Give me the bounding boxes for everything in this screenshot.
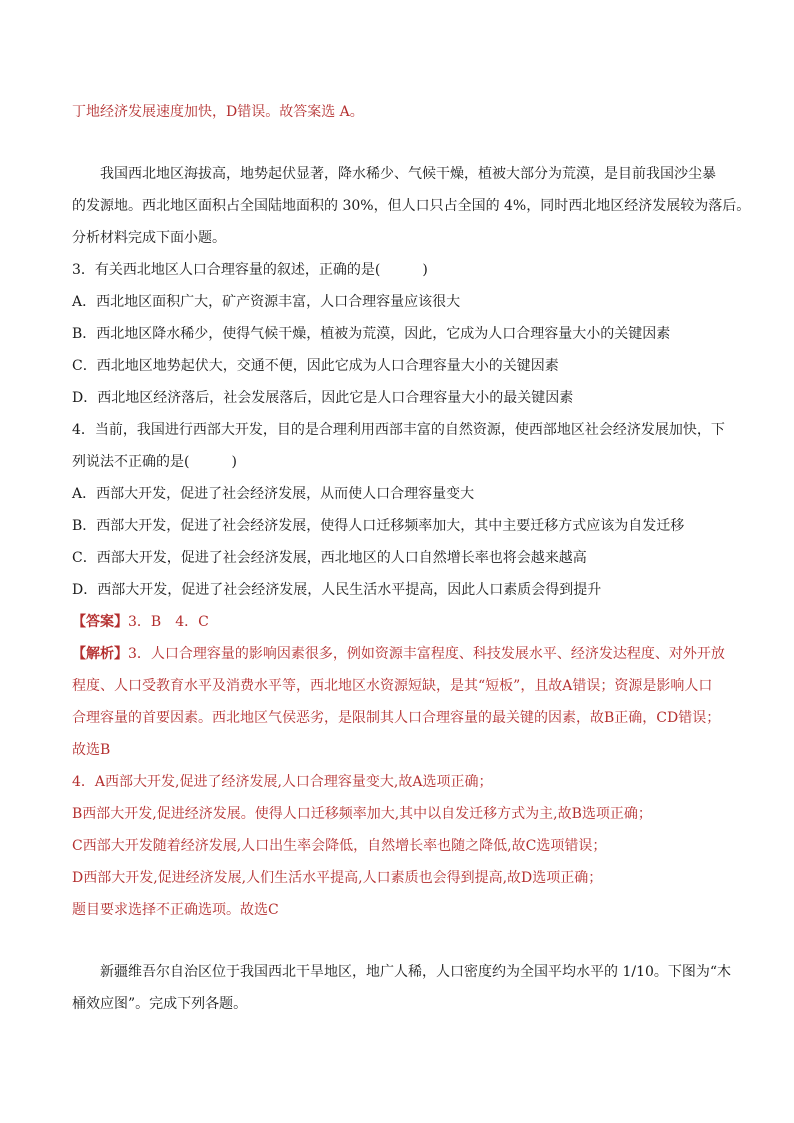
passage2-line-1: 新疆维吾尔自治区位于我国西北干旱地区，地广人稀，人口密度约为全国平均水平的 1/10。下图为“木 (100, 964, 732, 980)
passage1-line-2: 的发源地。西北地区面积占全国陆地面积的 30%，但人口只占全国的 4%，同时西北地区经济发展较为落后。 (72, 198, 751, 214)
passage2-line-2: 桶效应图”。完成下列各题。 (72, 996, 248, 1012)
analysis-line-8: D西部大开发,促进经济发展,人们生活水平提高,人口素质也会得到提高,故D选项正确； (72, 870, 603, 886)
analysis-line-2: 程度、人口受教育水平及消费水平等，西北地区水资源短缺，是其“短板”，且故A错误；资源是影响人口 (72, 678, 713, 694)
q3-option-b: B．西北地区降水稀少，使得气候干燥，植被为荒漠，因此，它成为人口合理容量大小的关键因素 (72, 326, 671, 342)
q4-option-c: C．西部大开发，促进了社会经济发展，西北地区的人口自然增长率也将会越来越高 (72, 550, 587, 566)
passage1-line-1: 我国西北地区海拔高，地势起伏显著，降水稀少、气候干燥，植被大部分为荒漠，是目前我国沙尘暴 (100, 166, 716, 182)
q3-option-c: C．西北地区地势起伏大，交通不便，因此它成为人口合理容量大小的关键因素 (72, 358, 559, 374)
passage1-line-3: 分析材料完成下面小题。 (72, 230, 226, 246)
analysis-line-6: B西部大开发,促进经济发展。使得人口迁移频率加大,其中以自发迁移方式为主,故B选项正确； (72, 806, 652, 822)
previous-answer-line: 丁地经济发展速度加快，D错误。故答案选 A。 (72, 104, 364, 120)
analysis-tag: 【解析】 (72, 646, 128, 662)
q3-option-d: D．西北地区经济落后，社会发展落后，因此它是人口合理容量大小的最关键因素 (72, 390, 574, 406)
q4-option-a: A．西部大开发，促进了社会经济发展，从而使人口合理容量变大 (72, 486, 475, 502)
answer-tag: 【答案】 (72, 614, 128, 630)
answer-text: 3．B 4．C (128, 614, 209, 630)
analysis-line-5: 4．A西部大开发,促进了经济发展,人口合理容量变大,故A选项正确； (72, 774, 493, 790)
analysis-line-9: 题目要求选择不正确选项。故选C (72, 902, 279, 918)
analysis-first-line: 3．人口合理容量的影响因素很多，例如资源丰富程度、科技发展水平、经济发达程度、对外开放 (128, 646, 725, 662)
q3-option-a: A．西北地区面积广大，矿产资源丰富，人口合理容量应该很大 (72, 294, 461, 310)
q4-stem-line-1: 4．当前，我国进行西部大开发，目的是合理利用西部丰富的自然资源，使西部地区社会经济发展加快，下 (72, 422, 725, 438)
q4-option-d: D．西部大开发，促进了社会经济发展，人民生活水平提高，因此人口素质会得到提升 (72, 582, 602, 598)
q4-option-b: B．西部大开发，促进了社会经济发展，使得人口迁移频率加大，其中主要迁移方式应该为自发迁移 (72, 518, 685, 534)
q4-stem-line-2: 列说法不正确的是( ) (72, 454, 237, 470)
answer-line (72, 612, 209, 632)
analysis-line-1 (72, 644, 725, 664)
q3-stem: 3．有关西北地区人口合理容量的叙述，正确的是( ) (72, 262, 428, 278)
analysis-line-4: 故选B (72, 742, 111, 758)
analysis-line-7: C西部大开发随着经济发展,人口出生率会降低，自然增长率也随之降低,故C选项错误； (72, 838, 607, 854)
analysis-line-3: 合理容量的首要因素。西北地区气侯恶劣，是限制其人口合理容量的最关键的因素，故B正确，CD错误； (72, 710, 721, 726)
